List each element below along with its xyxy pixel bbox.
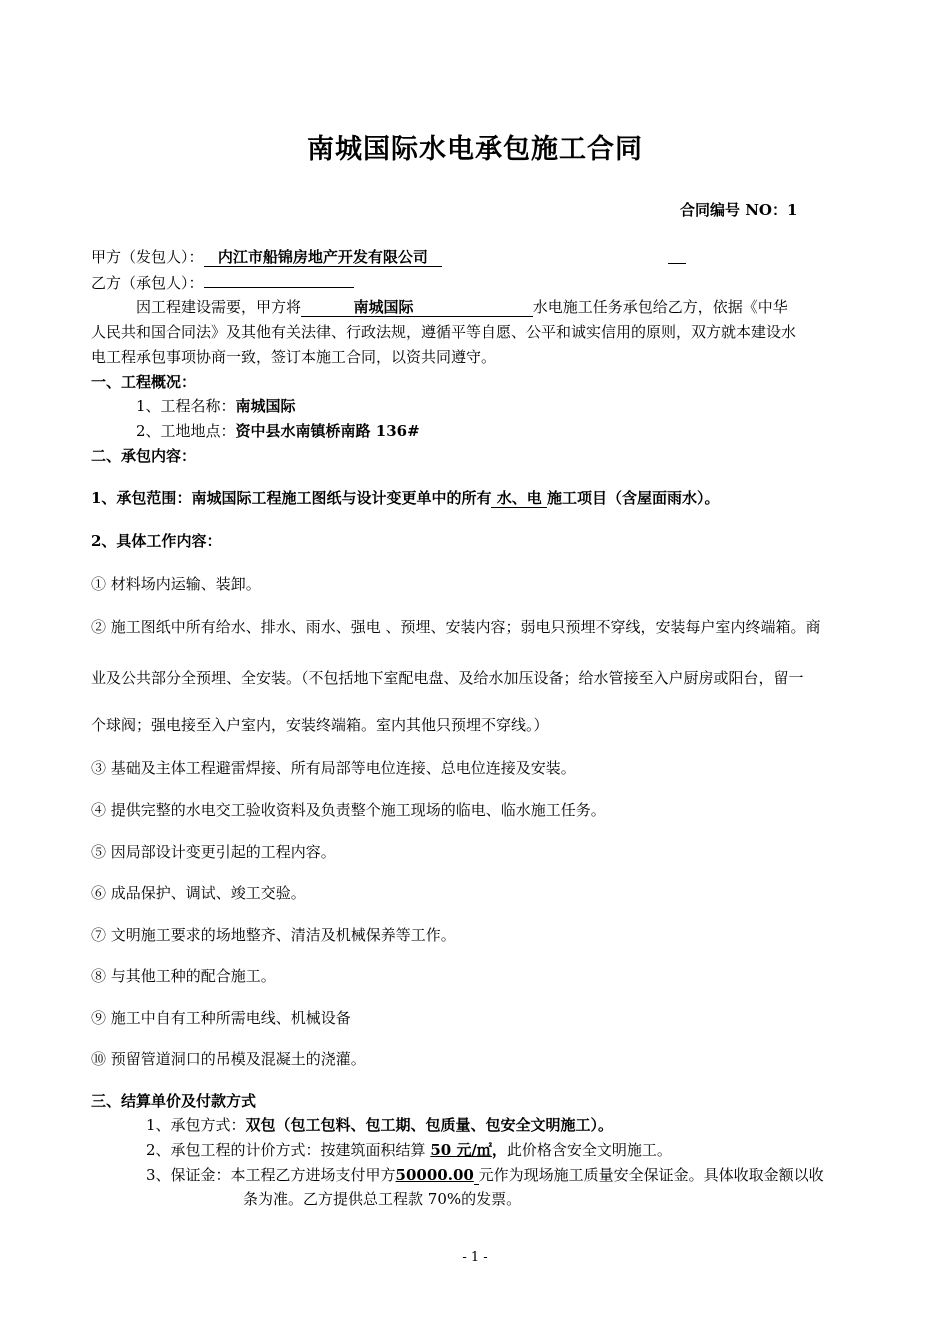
pricing-line [146, 1140, 672, 1160]
pricing-comma: ， [491, 1141, 507, 1159]
preamble-text-2: 水电施工任务承包给乙方，依据《中华 [532, 298, 788, 316]
contract-mode-label: 1、承包方式： [146, 1116, 246, 1134]
work-item-7: ⑦ 文明施工要求的场地整齐、清洁及机械保养等工作。 [91, 926, 456, 944]
deposit-line-1 [146, 1165, 824, 1185]
contract-mode-value: 双包（包工包料、包工期、包质量、包安全文明施工）。 [245, 1116, 614, 1134]
preamble-text-1: 因工程建设需要，甲方将 [136, 298, 302, 316]
pricing-note: 此价格含安全文明施工。 [506, 1141, 672, 1159]
work-item-2-line-1: ② 施工图纸中所有给水、排水、雨水、强电 、预埋、安装内容；弱电只预埋不穿线，安装每户室内终端箱。商 [91, 618, 821, 636]
work-item-8: ⑧ 与其他工种的配合施工。 [91, 967, 276, 985]
work-content-heading: 2、具体工作内容： [91, 532, 222, 550]
work-item-2-line-3: 个球阀；强电接至入户室内，安装终端箱。室内其他只预埋不穿线。） [91, 716, 549, 734]
deposit-line-2: 条为准。乙方提供总工程款 70%的发票。 [243, 1190, 522, 1208]
scope-text-post: 施工项目（含屋面雨水）。 [546, 489, 720, 507]
party-a-value-wrap [204, 248, 443, 267]
preamble-line-1 [136, 297, 788, 317]
work-item-1: ① 材料场内运输、装卸。 [91, 575, 261, 593]
party-b-label: 乙方（承包人）： [91, 274, 204, 292]
work-item-3: ③ 基础及主体工程避雷焊接、所有局部等电位连接、总电位连接及安装。 [91, 759, 576, 777]
deposit-amount: 50000.00 [395, 1166, 474, 1184]
scope-line [91, 488, 719, 508]
work-item-6: ⑥ 成品保护、调试、竣工交验。 [91, 884, 306, 902]
pricing-value: 50 元/㎡ [430, 1141, 492, 1159]
party-b-blank [204, 271, 354, 288]
party-a-label: 甲方（发包人）： [91, 248, 204, 266]
page-title: 南城国际水电承包施工合同 [307, 134, 643, 165]
section-1-heading: 一、工程概况： [91, 373, 197, 391]
deposit-text-pre: 3、保证金：本工程乙方进场支付甲方 [146, 1166, 396, 1184]
party-a-trailing-blank [668, 247, 686, 264]
preamble-project-wrap [301, 298, 533, 317]
scope-underlined: 水、电 [496, 489, 542, 507]
work-item-9: ⑨ 施工中自有工种所需电线、机械设备 [91, 1009, 351, 1027]
contract-mode-line [146, 1115, 613, 1135]
page-number: - 1 - [462, 1250, 488, 1265]
preamble-line-2: 人民共和国合同法》及其他有关法律、行政法规，遵循平等自愿、公平和诚实信用的原则，双方就本建设水 [91, 323, 797, 341]
project-name-label: 1、工程名称： [136, 397, 236, 415]
deposit-text-post: 元作为现场施工质量安全保证金。具体收取金额以收 [478, 1166, 824, 1184]
project-site-line [136, 421, 420, 441]
project-site-label: 2、工地地点： [136, 422, 236, 440]
party-b-line [91, 271, 354, 293]
work-item-2-line-2: 业及公共部分全预埋、全安装。（不包括地下室配电盘、及给水加压设备；给水管接至入户厨房或阳台，留一 [91, 669, 804, 687]
preamble-line-3: 电工程承包事项协商一致，签订本施工合同，以资共同遵守。 [91, 348, 497, 366]
work-item-5: ⑤ 因局部设计变更引起的工程内容。 [91, 843, 336, 861]
preamble-project: 南城国际 [353, 298, 414, 316]
pricing-label: 2、承包工程的计价方式：按建筑面积结算 [146, 1141, 426, 1159]
work-item-4: ④ 提供完整的水电交工验收资料及负责整个施工现场的临电、临水施工任务。 [91, 801, 606, 819]
section-3-heading: 三、结算单价及付款方式 [91, 1092, 257, 1110]
section-2-heading: 二、承包内容： [91, 447, 197, 465]
scope-underlined-wrap [491, 489, 546, 508]
project-name-line [136, 396, 296, 416]
scope-text-pre: 1、承包范围：南城国际工程施工图纸与设计变更单中的所有 [91, 489, 492, 507]
party-a-value: 内江市船锦房地产开发有限公司 [217, 248, 428, 266]
project-name-value: 南城国际 [235, 397, 296, 415]
work-item-10: ⑩ 预留管道洞口的吊模及混凝土的浇灌。 [91, 1050, 366, 1068]
party-a-line [91, 247, 442, 267]
project-site-value: 资中县水南镇桥南路 136# [235, 422, 420, 440]
contract-number: 合同编号 NO：1 [680, 201, 798, 219]
